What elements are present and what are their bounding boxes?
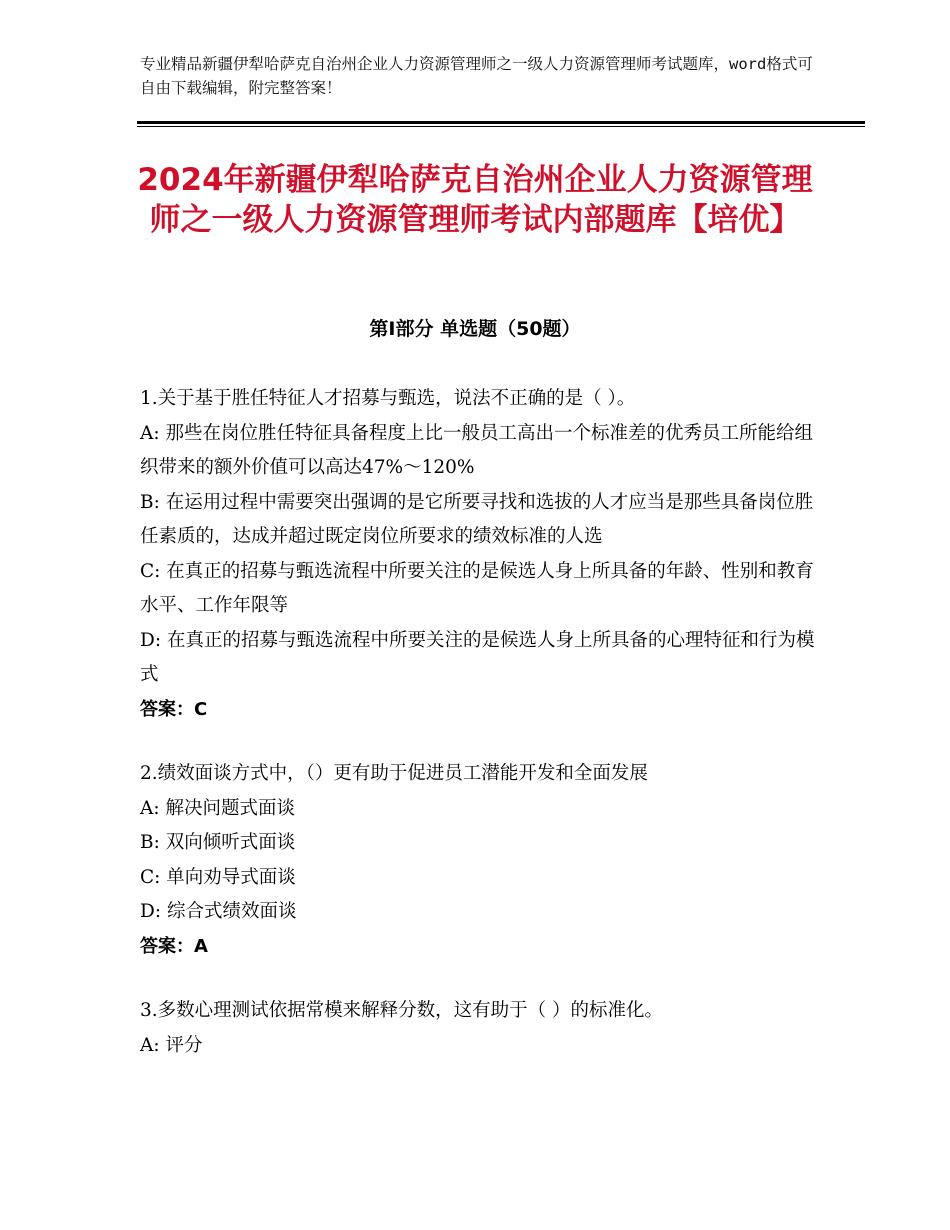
header-divider-thin (137, 126, 865, 127)
document-title: 2024年新疆伊犁哈萨克自治州企业人力资源管理师之一级人力资源管理师考试内部题库【培优】 (137, 162, 813, 238)
option-a: A: 评分 (140, 1034, 203, 1056)
question-stem: 1.关于基于胜任特征人才招募与甄选，说法不正确的是（ ）。 (140, 388, 636, 409)
header-note: 专业精品新疆伊犁哈萨克自治州企业人力资源管理师之一级人力资源管理师考试题库，word格式可自由下载编辑，附完整答案！ (140, 55, 813, 97)
question-2 (140, 757, 815, 964)
option-c: C: 单向劝导式面谈 (140, 866, 296, 888)
question-list (140, 382, 815, 1093)
answer-line: 答案：A (140, 935, 208, 957)
option-a: A: 解决问题式面谈 (140, 797, 295, 819)
option-d: D: 综合式绩效面谈 (140, 901, 297, 922)
answer-line: 答案：C (140, 698, 208, 720)
option-a: A: 那些在岗位胜任特征具备程度上比一般员工高出一个标准差的优秀员工所能给组织带来的额外价值可以高达47%～120% (140, 422, 813, 478)
question-1 (140, 382, 815, 727)
option-c: C: 在真正的招募与甄选流程中所要关注的是候选人身上所具备的年龄、性别和教育水平、工作年限等 (140, 560, 814, 616)
section-title: 第Ⅰ部分 单选题（50题） (369, 318, 581, 340)
option-d: D: 在真正的招募与甄选流程中所要关注的是候选人身上所具备的心理特征和行为模式 (140, 629, 815, 685)
question-stem: 3.多数心理测试依据常模来解释分数，这有助于（ ）的标准化。 (140, 1000, 664, 1021)
question-stem: 2.绩效面谈方式中，（）更有助于促进员工潜能开发和全面发展 (140, 763, 648, 784)
option-b: B: 在运用过程中需要突出强调的是它所要寻找和选拔的人才应当是那些具备岗位胜任素质的，达成并超过既定岗位所要求的绩效标准的人选 (140, 491, 814, 547)
question-3 (140, 994, 815, 1063)
header-divider-thick (137, 121, 865, 124)
option-b: B: 双向倾听式面谈 (140, 832, 296, 853)
